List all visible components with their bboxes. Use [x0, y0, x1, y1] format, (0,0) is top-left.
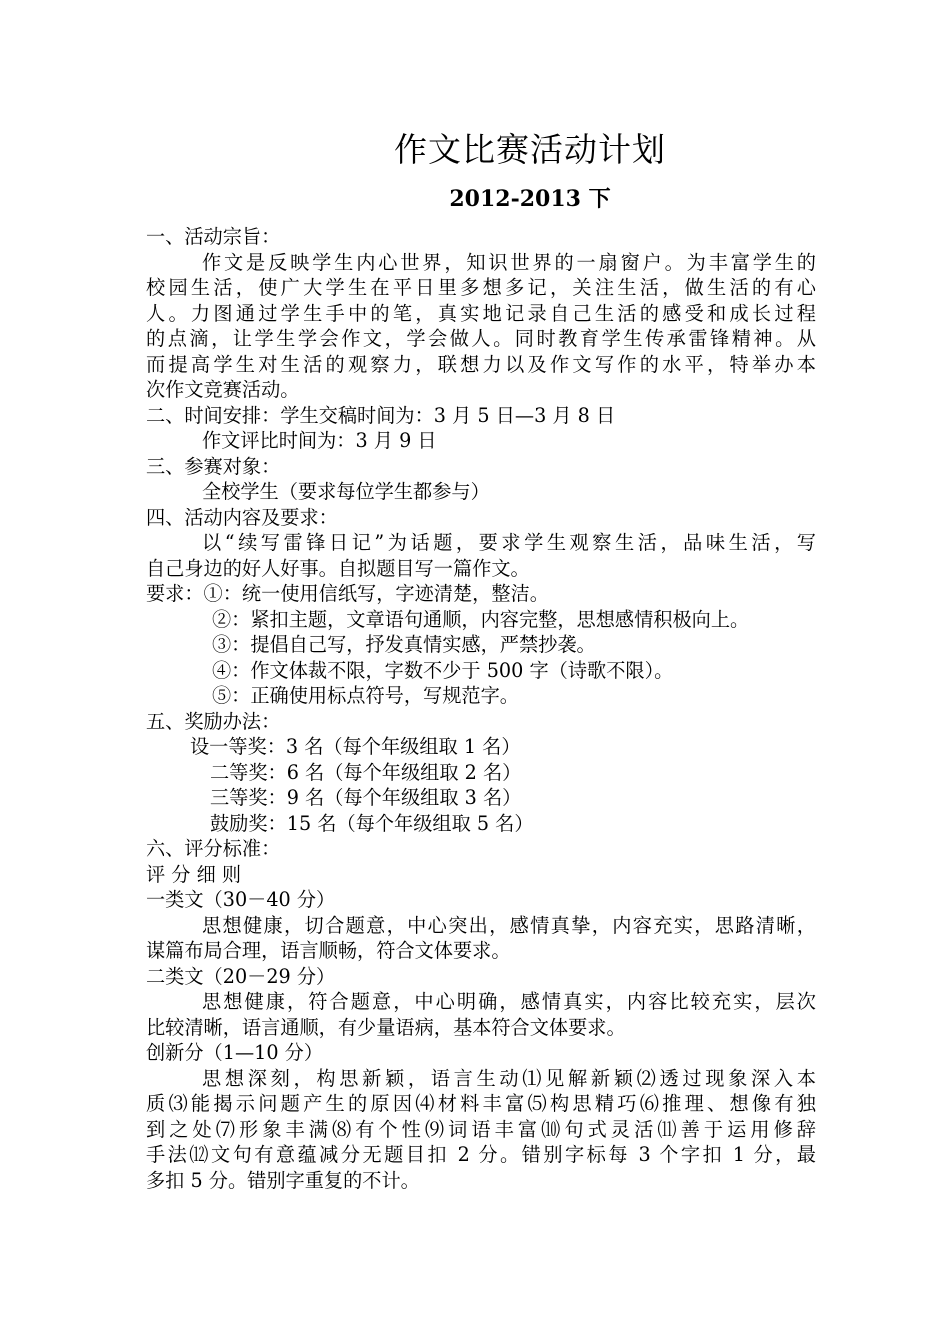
paragraph-line: 次作文竞赛活动。	[146, 378, 300, 401]
paragraph-line: 到之处⑺形象丰满⑻有个性⑼词语丰富⑽句式灵活⑾善于运用修辞	[146, 1117, 816, 1141]
award-item: 三等奖：9 名（每个年级组取 3 名）	[210, 786, 522, 809]
category-heading: 二类文（20－29 分）	[146, 964, 336, 988]
paragraph-line: 思想深刻，构思新颖，语言生动⑴见解新颖⑵透过现象深入本	[202, 1066, 816, 1090]
paragraph-line: 作文是反映学生内心世界，知识世界的一扇窗户。为丰富学生的	[202, 250, 816, 274]
requirement-item: 要求：①：统一使用信纸写，字迹清楚，整洁。	[146, 582, 549, 605]
schedule-line: 作文评比时间为：3 月 9 日	[202, 429, 437, 452]
award-item: 二等奖：6 名（每个年级组取 2 名）	[210, 760, 522, 784]
document-title: 作文比赛活动计划	[394, 130, 666, 169]
paragraph-line: 的点滴，让学生学会作文，学会做人。同时教育学生传承雷锋精神。从	[146, 327, 816, 350]
paragraph-line: 校园生活，使广大学生在平日里多想多记，关注生活，做生活的有心	[146, 276, 816, 299]
document-subtitle: 2012-2013 下	[449, 186, 611, 212]
section-heading-awards: 五、奖励办法：	[146, 709, 281, 733]
participants-line: 全校学生（要求每位学生都参与）	[202, 480, 490, 503]
category-heading: 创新分（1—10 分）	[146, 1041, 324, 1064]
paragraph-line: 人。力图通过学生手中的笔，真实地记录自己生活的感受和成长过程	[146, 301, 816, 325]
requirement-item: ④：作文体裁不限，字数不少于 500 字（诗歌不限）。	[212, 658, 674, 682]
award-item: 鼓励奖：15 名（每个年级组取 5 名）	[210, 811, 534, 835]
requirement-item: ⑤：正确使用标点符号，写规范字。	[212, 684, 519, 707]
paragraph-line: 质⑶能揭示问题产生的原因⑷材料丰富⑸构思精巧⑹推理、想像有独	[146, 1092, 816, 1115]
paragraph-line: 多扣 5 分。错别字重复的不计。	[146, 1168, 420, 1192]
paragraph-line: 思想健康，符合题意，中心明确，感情真实，内容比较充实，层次	[202, 990, 816, 1013]
section-heading-scoring: 六、评分标准：	[146, 837, 281, 860]
paragraph-line: 自己身边的好人好事。自拟题目写一篇作文。	[146, 556, 530, 580]
paragraph-line: 比较清晰，语言通顺，有少量语病，基本符合文体要求。	[146, 1015, 626, 1039]
category-heading: 一类文（30－40 分）	[146, 888, 336, 911]
scoring-subheading: 评 分 细 则	[146, 862, 242, 886]
document-body	[146, 224, 816, 1193]
requirement-item: ②：紧扣主题，文章语句通顺，内容完整，思想感情积极向上。	[212, 607, 750, 631]
paragraph-line: 手法⑿文句有意蕴减分无题目扣 2 分。错别字标每 3 个字扣 1 分，最	[146, 1143, 816, 1166]
requirement-item: ③：提倡自己写，抒发真情实感，严禁抄袭。	[212, 633, 596, 656]
paragraph-line: 谋篇布局合理，语言顺畅，符合文体要求。	[146, 939, 511, 962]
section-heading-purpose: 一、活动宗旨：	[146, 225, 281, 248]
section-heading-schedule: 二、时间安排：学生交稿时间为：3 月 5 日—3 月 8 日	[146, 403, 616, 427]
section-heading-participants: 三、参赛对象：	[146, 454, 281, 478]
paragraph-line: 而提高学生对生活的观察力，联想力以及作文写作的水平，特举办本	[146, 352, 816, 376]
paragraph-line: 以“续写雷锋日记”为话题，要求学生观察生活，品味生活，写	[202, 531, 816, 554]
paragraph-line: 思想健康，切合题意，中心突出，感情真挚，内容充实，思路清晰，	[202, 913, 816, 937]
section-heading-content: 四、活动内容及要求：	[146, 505, 338, 529]
award-item: 设一等奖：3 名（每个年级组取 1 名）	[190, 735, 521, 758]
